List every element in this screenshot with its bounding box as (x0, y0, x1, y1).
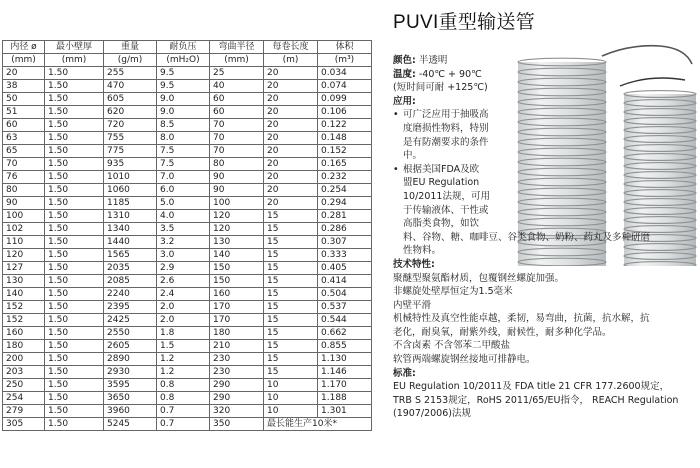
table-row (3, 405, 372, 418)
table-cell: 5.0 (157, 197, 210, 210)
table-cell: 15 (264, 210, 318, 223)
table-cell: 0.7 (157, 405, 210, 418)
table-cell: 130 (210, 236, 264, 249)
table-cell: 1565 (104, 249, 157, 262)
table-cell: 38 (3, 80, 45, 93)
header-cell: (mH₂O) (157, 54, 210, 67)
tech-line: 老化，耐臭氧，耐紫外线，耐候性，耐多种化学品。 (393, 326, 612, 338)
table-row (3, 366, 372, 379)
table-cell: 76 (3, 171, 45, 184)
table-cell: 320 (210, 405, 264, 418)
bullet-icon: • (393, 163, 399, 175)
table-cell: 90 (210, 171, 264, 184)
table-cell: 60 (210, 106, 264, 119)
table-cell: 605 (104, 93, 157, 106)
app-label: 应用: (393, 95, 416, 107)
table-row (3, 145, 372, 158)
header-cell: (mm) (3, 54, 45, 67)
table-cell: 9.0 (157, 106, 210, 119)
header-cell: 每卷长度 (264, 41, 318, 54)
table-cell: 2240 (104, 288, 157, 301)
table-cell: 20 (264, 132, 318, 145)
table-cell: 1.301 (318, 405, 372, 418)
table-cell: 1.50 (45, 67, 104, 80)
table-row (3, 249, 372, 262)
table-cell: 70 (3, 158, 45, 171)
table-cell: 0.855 (318, 340, 372, 353)
table-cell: 20 (264, 184, 318, 197)
table-cell: 0.148 (318, 132, 372, 145)
header-cell: (m) (264, 54, 318, 67)
table-row (3, 67, 372, 80)
table-cell: 15 (264, 353, 318, 366)
header-cell: (g/m) (104, 54, 157, 67)
tech-list (393, 272, 693, 367)
table-cell: 1.50 (45, 340, 104, 353)
table-cell: 20 (264, 93, 318, 106)
table-cell: 15 (264, 223, 318, 236)
table-row (3, 158, 372, 171)
table-cell: 1.50 (45, 171, 104, 184)
table-cell: 2.0 (157, 314, 210, 327)
table-cell: 180 (210, 327, 264, 340)
table-row (3, 301, 372, 314)
table-cell: 10 (264, 379, 318, 392)
header-cell: 最小壁厚 (45, 41, 104, 54)
temp-value: -40℃ + 90℃ (418, 68, 482, 80)
tech-line: 聚醚型聚氨酯材质，包覆钢丝螺旋加强。 (393, 272, 565, 284)
table-cell: 3595 (104, 379, 157, 392)
table-cell: 279 (3, 405, 45, 418)
list-item-line: 性物料。 (403, 245, 442, 257)
table-cell: 最长能生产10米* (264, 418, 372, 431)
table-row (3, 119, 372, 132)
table-cell: 1.50 (45, 158, 104, 171)
table-cell: 0.281 (318, 210, 372, 223)
table-cell: 4.0 (157, 210, 210, 223)
table-cell: 1.50 (45, 119, 104, 132)
table-cell: 1.50 (45, 249, 104, 262)
table-cell: 1.50 (45, 93, 104, 106)
table-cell: 15 (264, 275, 318, 288)
table-cell: 1060 (104, 184, 157, 197)
std-list (393, 380, 693, 421)
table-cell: 170 (210, 301, 264, 314)
table-cell: 1440 (104, 236, 157, 249)
table-cell: 20 (264, 106, 318, 119)
table-cell: 1.50 (45, 106, 104, 119)
list-item-line: 中。 (403, 150, 423, 162)
list-item-line: 根据美国FDA及欧 (403, 163, 480, 175)
table-row (3, 171, 372, 184)
table-cell: 350 (210, 418, 264, 431)
list-item-line: 料、谷物、糖、咖啡豆、谷类食物、奶粉、药丸及多种研磨 (403, 231, 651, 243)
table-cell: 255 (104, 67, 157, 80)
table-cell: 1.170 (318, 379, 372, 392)
table-row (3, 288, 372, 301)
table-cell: 25 (210, 67, 264, 80)
table-cell: 20 (264, 145, 318, 158)
table-cell: 150 (210, 275, 264, 288)
table-cell: 15 (264, 236, 318, 249)
table-cell: 0.307 (318, 236, 372, 249)
table-cell: 10 (264, 405, 318, 418)
table-cell: 200 (3, 353, 45, 366)
table-cell: 100 (3, 210, 45, 223)
table-cell: 180 (3, 340, 45, 353)
table-row (3, 379, 372, 392)
table-cell: 15 (264, 288, 318, 301)
table-cell: 2605 (104, 340, 157, 353)
table-cell: 1.50 (45, 184, 104, 197)
table-row (3, 93, 372, 106)
table-cell: 2.0 (157, 301, 210, 314)
table-cell: 0.405 (318, 262, 372, 275)
table-cell: 230 (210, 353, 264, 366)
table-cell: 80 (210, 158, 264, 171)
table-cell: 2395 (104, 301, 157, 314)
table-row (3, 353, 372, 366)
page-title: PUVI重型输送管 (393, 12, 536, 33)
table-row (3, 340, 372, 353)
table-row (3, 418, 372, 431)
table-cell: 0.122 (318, 119, 372, 132)
table-cell: 160 (3, 327, 45, 340)
table-cell: 0.414 (318, 275, 372, 288)
temp-label: 温度: (393, 68, 416, 80)
table-cell: 1340 (104, 223, 157, 236)
table-cell: 0.544 (318, 314, 372, 327)
table-cell: 2.4 (157, 288, 210, 301)
table-cell: 65 (3, 145, 45, 158)
table-cell: 2.6 (157, 275, 210, 288)
table-cell: 40 (210, 80, 264, 93)
table-cell: 1.2 (157, 366, 210, 379)
table-cell: 70 (210, 145, 264, 158)
table-cell: 120 (210, 223, 264, 236)
std-line: (1907/2006)法规 (393, 408, 471, 420)
table-cell: 1310 (104, 210, 157, 223)
table-cell: 290 (210, 379, 264, 392)
color-value: 半透明 (418, 55, 448, 66)
table-cell: 0.662 (318, 327, 372, 340)
header-cell: 弯曲半径 (210, 41, 264, 54)
header-cell: 体积 (318, 41, 372, 54)
table-cell: 0.106 (318, 106, 372, 119)
table-cell: 1.8 (157, 327, 210, 340)
table-cell: 7.5 (157, 158, 210, 171)
table-cell: 152 (3, 301, 45, 314)
table-cell: 15 (264, 366, 318, 379)
table-cell: 0.537 (318, 301, 372, 314)
table-cell: 3650 (104, 392, 157, 405)
table-cell: 1.50 (45, 80, 104, 93)
tech-line: 非螺旋处壁厚恒定为1.5毫米 (393, 286, 513, 298)
table-cell: 0.232 (318, 171, 372, 184)
list-item (393, 108, 693, 162)
table-row (3, 327, 372, 340)
table-cell: 60 (3, 119, 45, 132)
header-row (3, 54, 372, 67)
table-cell: 15 (264, 301, 318, 314)
std-line: TRB S 2153规定，RoHS 2011/65/EU指令， REACH Regulation (393, 394, 679, 406)
table-cell: 1.50 (45, 327, 104, 340)
header-cell: 重量 (104, 41, 157, 54)
table-cell: 1.50 (45, 145, 104, 158)
table-cell: 120 (3, 249, 45, 262)
list-item-line: 盟EU Regulation (403, 177, 480, 189)
table-cell: 120 (210, 210, 264, 223)
std-label: 标准: (393, 367, 416, 379)
table-cell: 230 (210, 366, 264, 379)
table-cell: 20 (264, 80, 318, 93)
table-cell: 15 (264, 262, 318, 275)
table-cell: 0.8 (157, 379, 210, 392)
table-cell: 1.50 (45, 223, 104, 236)
header-cell: 耐负压 (157, 41, 210, 54)
table-cell: 0.099 (318, 93, 372, 106)
table-cell: 1.50 (45, 275, 104, 288)
table-row (3, 197, 372, 210)
table-cell: 2425 (104, 314, 157, 327)
table-cell: 5245 (104, 418, 157, 431)
table-cell: 210 (210, 340, 264, 353)
table-cell: 70 (210, 119, 264, 132)
table-row (3, 184, 372, 197)
std-line: EU Regulation 10/2011及 FDA title 21 CFR 177.2600规定， (393, 381, 670, 393)
table-cell: 935 (104, 158, 157, 171)
table-cell: 60 (210, 93, 264, 106)
table-cell: 0.7 (157, 418, 210, 431)
table-cell: 90 (210, 184, 264, 197)
table-cell: 775 (104, 145, 157, 158)
table-cell: 7.5 (157, 145, 210, 158)
table-cell: 20 (264, 197, 318, 210)
table-cell: 0.165 (318, 158, 372, 171)
table-cell: 0.074 (318, 80, 372, 93)
table-cell: 80 (3, 184, 45, 197)
table-cell: 3.0 (157, 249, 210, 262)
table-cell: 0.254 (318, 184, 372, 197)
table-cell: 1.188 (318, 392, 372, 405)
table-cell: 2890 (104, 353, 157, 366)
list-item-line: 高脂类食物，如饮 (403, 218, 480, 230)
table-cell: 127 (3, 262, 45, 275)
table-cell: 6.0 (157, 184, 210, 197)
table-cell: 152 (3, 314, 45, 327)
table-cell: 100 (210, 197, 264, 210)
table-cell: 15 (264, 327, 318, 340)
table-cell: 1.50 (45, 197, 104, 210)
tech-line: 内壁平滑 (393, 299, 432, 311)
tech-label: 技术特性: (393, 258, 435, 270)
table-cell: 1.50 (45, 132, 104, 145)
table-cell: 20 (264, 158, 318, 171)
table-cell: 9.5 (157, 67, 210, 80)
header-cell: (m³) (318, 54, 372, 67)
table-cell: 3960 (104, 405, 157, 418)
list-item-line: 10/2011法规，可用 (403, 190, 490, 202)
table-cell: 15 (264, 249, 318, 262)
tech-line: 软管两端螺旋钢丝接地可排静电。 (393, 354, 536, 366)
table-cell: 0.333 (318, 249, 372, 262)
table-cell: 2085 (104, 275, 157, 288)
table-cell: 720 (104, 119, 157, 132)
header-cell: (mm) (210, 54, 264, 67)
table-row (3, 132, 372, 145)
table-cell: 8.0 (157, 132, 210, 145)
table-cell: 1.50 (45, 366, 104, 379)
table-cell: 51 (3, 106, 45, 119)
table-row (3, 392, 372, 405)
header-row (3, 41, 372, 54)
table-cell: 140 (3, 288, 45, 301)
table-cell: 70 (210, 132, 264, 145)
table-cell: 290 (210, 392, 264, 405)
color-label: 颜色: (393, 55, 416, 66)
table-cell: 2035 (104, 262, 157, 275)
table-cell: 1.146 (318, 366, 372, 379)
table-cell: 0.504 (318, 288, 372, 301)
header-cell: 内径 ø (3, 41, 45, 54)
table-cell: 8.5 (157, 119, 210, 132)
table-cell: 20 (264, 171, 318, 184)
table-cell: 1.50 (45, 262, 104, 275)
table-cell: 10 (264, 392, 318, 405)
table-cell: 160 (210, 288, 264, 301)
table-cell: 3.2 (157, 236, 210, 249)
header-cell: (mm) (45, 54, 104, 67)
table-cell: 1.5 (157, 340, 210, 353)
table-cell: 203 (3, 366, 45, 379)
spec-table (2, 40, 372, 431)
table-row (3, 262, 372, 275)
table-cell: 1.50 (45, 314, 104, 327)
table-cell: 170 (210, 314, 264, 327)
list-item-line: 可广泛应用于抽吸高 (403, 109, 489, 121)
table-cell: 1010 (104, 171, 157, 184)
table-cell: 1.50 (45, 379, 104, 392)
table-cell: 9.0 (157, 93, 210, 106)
table-cell: 0.034 (318, 67, 372, 80)
table-cell: 2550 (104, 327, 157, 340)
table-cell: 140 (210, 249, 264, 262)
table-row (3, 106, 372, 119)
table-header (3, 41, 372, 67)
table-cell: 1.50 (45, 301, 104, 314)
table-cell: 20 (3, 67, 45, 80)
product-info (393, 54, 693, 421)
table-cell: 15 (264, 314, 318, 327)
tech-line: 不含卤素 不含邻苯二甲酸盐 (393, 340, 511, 352)
list-item-line: 于传输液体、干性或 (403, 204, 489, 216)
table-cell: 15 (264, 340, 318, 353)
table-cell: 2.9 (157, 262, 210, 275)
table-cell: 20 (264, 119, 318, 132)
table-cell: 102 (3, 223, 45, 236)
list-item-line: 是有防潮要求的条件 (403, 136, 489, 148)
table-cell: 2930 (104, 366, 157, 379)
table-cell: 1.50 (45, 405, 104, 418)
table-body (3, 67, 372, 431)
table-cell: 1.50 (45, 210, 104, 223)
table-cell: 1.130 (318, 353, 372, 366)
application-list (393, 108, 693, 258)
table-cell: 9.5 (157, 80, 210, 93)
table-cell: 1185 (104, 197, 157, 210)
table-cell: 1.2 (157, 353, 210, 366)
table-row (3, 210, 372, 223)
table-cell: 470 (104, 80, 157, 93)
table-cell: 250 (3, 379, 45, 392)
table-cell: 7.0 (157, 171, 210, 184)
table-cell: 0.286 (318, 223, 372, 236)
table-cell: 63 (3, 132, 45, 145)
table-row (3, 80, 372, 93)
temp-note: (短时间可耐 +125℃) (393, 82, 488, 94)
table-row (3, 223, 372, 236)
table-cell: 130 (3, 275, 45, 288)
table-cell: 0.294 (318, 197, 372, 210)
table-cell: 254 (3, 392, 45, 405)
table-cell: 50 (3, 93, 45, 106)
bullet-icon: • (393, 109, 399, 121)
table-row (3, 314, 372, 327)
table-cell: 0.8 (157, 392, 210, 405)
table-cell: 0.152 (318, 145, 372, 158)
table-cell: 1.50 (45, 236, 104, 249)
table-cell: 3.5 (157, 223, 210, 236)
table-cell: 110 (3, 236, 45, 249)
table-row (3, 275, 372, 288)
table-cell: 620 (104, 106, 157, 119)
table-cell: 1.50 (45, 353, 104, 366)
table-cell: 755 (104, 132, 157, 145)
list-item (393, 163, 693, 258)
table-cell: 305 (3, 418, 45, 431)
table-cell: 1.50 (45, 392, 104, 405)
table-row (3, 236, 372, 249)
table-cell: 1.50 (45, 418, 104, 431)
tech-line: 机械特性及真空性能卓越，柔韧，易弯曲，抗菌，抗水解，抗 (393, 313, 650, 325)
table-cell: 150 (210, 262, 264, 275)
table-cell: 1.50 (45, 288, 104, 301)
table-cell: 90 (3, 197, 45, 210)
list-item-line: 度磨损性物料，特别 (403, 122, 489, 134)
table-cell: 20 (264, 67, 318, 80)
